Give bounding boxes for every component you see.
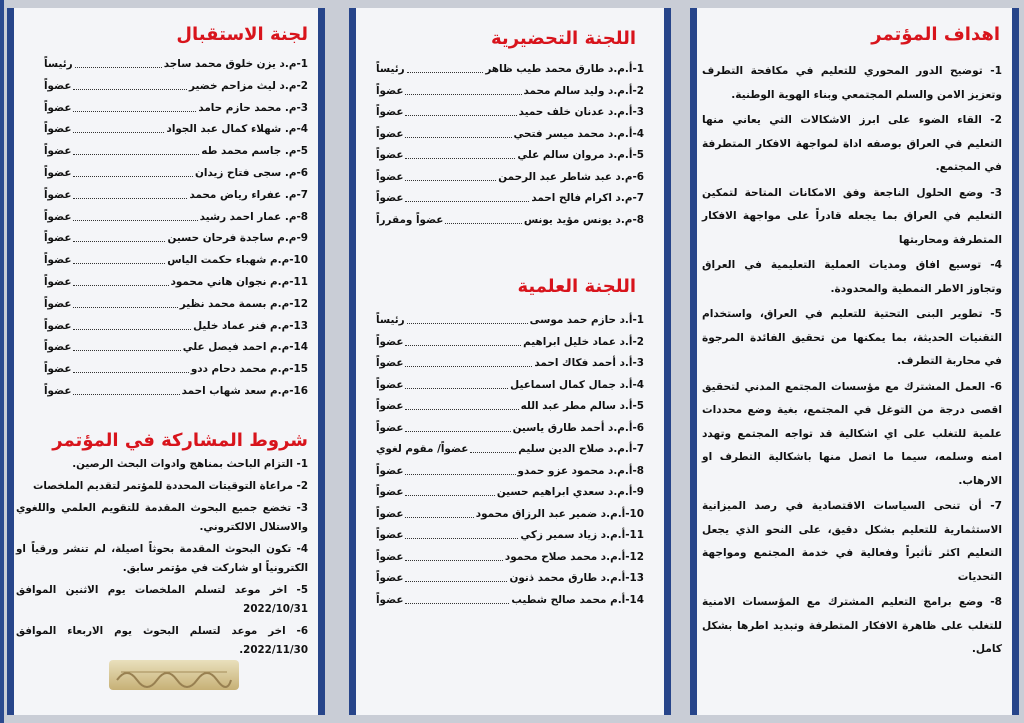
member-number: 15- (289, 363, 308, 376)
dotted-leader (405, 137, 511, 138)
committee-member-row (376, 168, 644, 186)
dotted-leader (405, 560, 502, 561)
member-number: 9- (632, 486, 644, 498)
member-role: عضواً (44, 232, 72, 245)
member-number: 1- (632, 63, 644, 75)
dotted-leader (405, 115, 516, 116)
committee-member-row (44, 55, 308, 73)
member-role: عضواً (44, 101, 72, 114)
member-number: 2- (632, 84, 644, 97)
reception-committee-heading: لجنة الاستقبال (176, 24, 308, 45)
member-name: أ.د عماد خليل ابراهيم (523, 335, 633, 348)
committee-member-row (44, 120, 308, 138)
committee-member-row (376, 354, 644, 372)
committee-member-row (376, 569, 644, 587)
conditions-heading: شروط المشاركة في المؤتمر (52, 430, 308, 451)
faculty-logo-emblem (109, 660, 239, 690)
member-name: أ.د سالم مطر عبد الله (520, 400, 633, 412)
committee-member-row (44, 208, 308, 226)
dotted-leader (73, 263, 165, 264)
member-name: م.م احمد فيصل علي (182, 341, 290, 354)
committee-member-row (376, 548, 644, 566)
committee-member-row (376, 526, 644, 544)
committee-member-row (376, 211, 644, 229)
committee-member-row (376, 397, 644, 415)
committee-member-row (376, 376, 644, 394)
member-name: أ.م محمد صالح شطيب (511, 593, 626, 606)
member-name: أ.م.د صلاح الدين سليم (518, 443, 633, 455)
member-name: أ.م.د محمد ميسر فتحي (513, 127, 633, 140)
dotted-leader (405, 603, 509, 604)
member-role: عضواً (376, 529, 404, 541)
dotted-leader (405, 388, 508, 389)
member-role: عضواً (376, 421, 404, 434)
goals-panel (690, 8, 1019, 715)
committee-member-row (44, 251, 308, 269)
dotted-leader (73, 307, 177, 308)
member-role: عضواً (376, 464, 404, 477)
dotted-leader (73, 285, 168, 286)
member-name: أ.م.د طارق محمد ذنون (509, 572, 626, 584)
member-name: م.م بسمة محمد نظير (179, 297, 290, 310)
dotted-leader (407, 323, 528, 324)
member-number: 11- (625, 529, 644, 541)
member-name: م. سجى فتاح زيدان (195, 167, 297, 179)
member-number: 12- (625, 550, 644, 563)
member-name: م.م محمد دحام ددو (190, 363, 290, 376)
calligraphy-logo-icon (109, 660, 239, 690)
member-role: عضواً (44, 210, 72, 223)
member-role: عضواً (44, 145, 72, 158)
member-number: 3- (632, 357, 644, 369)
member-role: رئيساً (376, 63, 405, 75)
member-number: 13- (289, 319, 308, 332)
dotted-leader (73, 394, 179, 395)
member-role: عضواً (376, 84, 404, 97)
conditions-list (16, 455, 308, 663)
member-role: عضواً (44, 276, 72, 288)
goal-item: 7- أن تنحى السياسات الاقتصادية في رصد الميزانية الاستثمارية للتعليم بشكل دقيق، على النحو الذي يجعل التعليم اكثر تأثيراً وفعالية في خدمة المجتمع ومواجهة التحديات (702, 500, 1002, 583)
committee-member-row (376, 82, 644, 100)
member-number: 5- (632, 400, 644, 412)
committee-member-row (44, 295, 308, 313)
dotted-leader (73, 372, 188, 373)
member-name: أ.م.د سعدي ابراهيم حسين (496, 486, 633, 498)
committee-member-row (376, 311, 644, 329)
member-role: عضواً (44, 341, 72, 354)
condition-item: 3- تخضع جميع البحوث المقدمة للتقويم العلمي واللغوي والاستلال الالكتروني. (16, 502, 308, 533)
member-name: م.د اكرام فالح احمد (531, 192, 633, 204)
committee-member-row (44, 338, 308, 356)
member-name: م.م ساجدة فرحان حسين (167, 232, 297, 245)
dotted-leader (73, 241, 165, 242)
dotted-leader (405, 538, 518, 539)
member-name: أ.م.د عدنان خلف حميد (518, 106, 633, 118)
committee-member-row (376, 483, 644, 501)
dotted-leader (407, 72, 484, 73)
dotted-leader (405, 180, 496, 181)
member-role: عضواً (376, 507, 404, 520)
dotted-leader (73, 350, 180, 351)
goal-item: 5- تطوير البنى التحتية للتعليم في العراق، واستخدام التقنيات الحديثة، بما يمكنها من تحقيق الفائدة المرجوة في محاربة التطرف. (702, 308, 1002, 367)
member-name: م.م فنر عماد خليل (193, 319, 290, 332)
sci-committee-heading: اللجنة العلمية (517, 276, 636, 297)
member-role: عضواً (376, 593, 404, 606)
member-number: 10- (289, 254, 308, 267)
member-role: عضواً (376, 335, 404, 348)
member-number: 12- (289, 297, 308, 310)
dotted-leader (73, 198, 187, 199)
condition-item: 1- التزام الباحث بمناهج وادوات البحث الرصين. (72, 458, 308, 470)
member-name: أ.م.د أحمد طارق ياسين (512, 421, 633, 434)
condition-item: 4- تكون البحوث المقدمة بحوثاً اصيلة، لم تنشر ورقياً او الكترونياً او شاركت في مؤتمر سابق. (16, 543, 308, 574)
member-number: 9- (296, 232, 308, 245)
committee-member-row (44, 382, 308, 400)
member-number: 16- (289, 385, 308, 397)
dotted-leader (405, 517, 473, 518)
dotted-leader (405, 94, 521, 95)
member-number: 13- (625, 572, 644, 584)
member-name: أ.د أحمد فكاك احمد (534, 357, 633, 369)
member-role: عضواً (44, 385, 72, 397)
member-role: عضواً (44, 123, 72, 136)
reception-committee-list (44, 55, 308, 405)
member-name: م.د ليث مزاحم خضير (189, 79, 297, 92)
committee-member-row (376, 462, 644, 480)
committee-member-row (376, 125, 644, 143)
member-number: 6- (296, 167, 308, 179)
committee-member-row (376, 591, 644, 609)
member-name: م. عفراء رياض محمد (189, 188, 297, 201)
dotted-leader (405, 431, 510, 432)
goal-item: 6- العمل المشترك مع مؤسسات المجتمع المدني لتحقيق اقصى درجة من التوغل في المجتمع، بغية وضع محددات علمية للتغلب على اي اشكالية قد تواجه المجتمع وتهدد امنه وسلمه، سيما ما اتصل منها باشكالية التطرف او الارهاب. (702, 380, 1002, 487)
condition-item: 6- اخر موعد لتسلم البحوث يوم الاربعاء الموافق 2022/11/30. (16, 625, 308, 656)
member-name: م. محمد حازم حامد (198, 101, 297, 114)
member-name: م. عمار احمد رشيد (199, 210, 297, 223)
committee-member-row (376, 103, 644, 121)
member-number: 11- (289, 276, 308, 288)
goals-list (702, 60, 1002, 664)
member-role: عضواً (376, 378, 404, 391)
member-role: رئيساً (44, 58, 73, 70)
member-number: 6- (632, 421, 644, 434)
member-role: عضواً (376, 400, 404, 412)
member-number: 5- (296, 145, 308, 158)
member-name: م.د يونس مؤيد يونس (523, 213, 633, 226)
member-role: عضواً (44, 363, 72, 376)
committee-member-row (44, 99, 308, 117)
member-role: عضواً (376, 170, 404, 183)
goals-heading: اهداف المؤتمر (871, 24, 1000, 45)
member-name: أ.م.د طارق محمد طيب ظاهر (485, 63, 633, 75)
member-role: عضواً (376, 127, 404, 140)
dotted-leader (75, 67, 162, 68)
member-number: 8- (296, 210, 308, 223)
committee-member-row (376, 505, 644, 523)
member-number: 1- (632, 314, 644, 326)
dotted-leader (73, 176, 193, 177)
dotted-leader (405, 581, 507, 582)
member-number: 7- (632, 192, 644, 204)
member-number: 4- (296, 123, 308, 136)
member-number: 4- (632, 127, 644, 140)
goal-item: 4- توسيع افاق ومديات العملية التعليمية في العراق وتجاوز الاطر النمطية والمحدودة. (702, 259, 1002, 295)
member-role: عضواً (376, 572, 404, 584)
condition-item: 2- مراعاة التوقيتات المحددة للمؤتمر لتقديم الملخصات (33, 480, 308, 492)
sci-committee-list (376, 311, 644, 611)
member-number: 3- (296, 101, 308, 114)
committee-member-row (44, 229, 308, 247)
member-number: 10- (625, 507, 644, 520)
member-name: أ.م.د محمود عزو حمدو (517, 464, 633, 477)
member-role: عضواً (376, 192, 404, 204)
dotted-leader (73, 329, 191, 330)
dotted-leader (73, 154, 199, 155)
member-role: عضواً (44, 254, 72, 267)
prep-committee-heading: اللجنة التحضيرية (491, 28, 636, 49)
member-name: أ.م.د مروان سالم علي (517, 149, 633, 161)
member-name: أ.د جمال كمال اسماعيل (510, 378, 633, 391)
goal-item: 1- توضيح الدور المحوري للتعليم في مكافحة التطرف وتعزيز الامن والسلم المجتمعي وبناء الهوية الوطنية. (702, 65, 1002, 101)
dotted-leader (405, 201, 529, 202)
dotted-leader (405, 366, 532, 367)
member-role: عضواً (376, 149, 404, 161)
committees-panel (349, 8, 671, 715)
committee-member-row (44, 77, 308, 95)
member-name: أ.م.د وليد سالم محمد (523, 84, 633, 97)
committee-member-row (376, 419, 644, 437)
goal-item: 2- القاء الضوء على ابرز الاشكالات التي يعاني منها التعليم في العراق بوصفه اداة لمواجهة الافكار المتطرفة في المجتمع. (702, 114, 1002, 173)
committee-member-row (376, 60, 644, 78)
dotted-leader (405, 474, 515, 475)
dotted-leader (445, 223, 521, 224)
member-role: عضواً (376, 550, 404, 563)
member-role: عضواً (376, 106, 404, 118)
member-role: عضواً/ مقوم لغوي (376, 443, 469, 455)
committee-member-row (44, 317, 308, 335)
member-role: عضواً (376, 357, 404, 369)
goal-item: 3- وضع الحلول الناجعة وفق الامكانات المتاحة لتمكين التعليم في العراق بما يجعله قادراً على مواجهة الافكار المتطرفة ومحاربتها (702, 186, 1002, 246)
member-name: م.م نجوان هاني محمود (170, 276, 290, 288)
condition-item: 5- اخر موعد لتسلم الملخصات يوم الاثنين الموافق 2022/10/31 (16, 584, 308, 615)
member-name: أ.م.د ضمير عبد الرزاق محمود (475, 507, 626, 520)
member-number: 5- (632, 149, 644, 161)
member-name: م.م سعد شهاب احمد (181, 385, 290, 397)
dotted-leader (73, 220, 197, 221)
member-name: م. شهلاء كمال عبد الجواد (166, 123, 297, 136)
member-role: عضواً (44, 319, 72, 332)
member-name: أ.م.د محمد صلاح محمود (504, 550, 626, 563)
dotted-leader (405, 345, 521, 346)
member-name: م.د عبد شاطر عبد الرحمن (498, 170, 633, 183)
reception-panel (7, 8, 325, 715)
member-number: 6- (632, 170, 644, 183)
committee-member-row (376, 146, 644, 164)
member-number: 2- (632, 335, 644, 348)
member-role: عضواً (44, 188, 72, 201)
member-role: رئيساً (376, 314, 405, 326)
committee-member-row (376, 333, 644, 351)
member-number: 2- (296, 79, 308, 92)
committee-member-row (44, 360, 308, 378)
member-name: م. جاسم محمد طه (201, 145, 297, 158)
member-role: عضواً (44, 297, 72, 310)
committee-member-row (44, 273, 308, 291)
member-number: 7- (632, 443, 644, 455)
member-role: عضواً (376, 486, 404, 498)
member-number: 8- (632, 213, 644, 226)
member-number: 14- (289, 341, 308, 354)
goal-item: 8- وضع برامج التعليم المشترك مع المؤسسات الامنية للتغلب على ظاهرة الافكار المتطرفة وتبديد اطرها بشكل كامل. (702, 596, 1002, 655)
member-number: 7- (296, 188, 308, 201)
member-number: 4- (632, 378, 644, 391)
member-role: عضواً (44, 167, 72, 179)
prep-committee-list (376, 60, 644, 230)
committee-member-row (376, 440, 644, 458)
member-name: أ.م.د زياد سمير زكي (520, 529, 626, 541)
member-number: 1- (296, 58, 308, 70)
committee-member-row (44, 142, 308, 160)
member-number: 3- (632, 106, 644, 118)
dotted-leader (405, 409, 518, 410)
dotted-leader (405, 495, 494, 496)
member-name: م.د يزن خلوق محمد ساجد (163, 58, 297, 70)
dotted-leader (73, 111, 196, 112)
dotted-leader (73, 89, 187, 90)
committee-member-row (44, 164, 308, 182)
committee-member-row (44, 186, 308, 204)
committee-member-row (376, 189, 644, 207)
dotted-leader (73, 132, 164, 133)
member-name: أ.د حازم حمد موسى (529, 314, 633, 326)
dotted-leader (470, 452, 516, 453)
member-number: 8- (632, 464, 644, 477)
member-name: م.م شهباء حكمت الياس (167, 254, 290, 267)
member-role: عضواً ومقرراً (376, 213, 444, 226)
member-role: عضواً (44, 79, 72, 92)
dotted-leader (405, 158, 515, 159)
member-number: 14- (625, 593, 644, 606)
